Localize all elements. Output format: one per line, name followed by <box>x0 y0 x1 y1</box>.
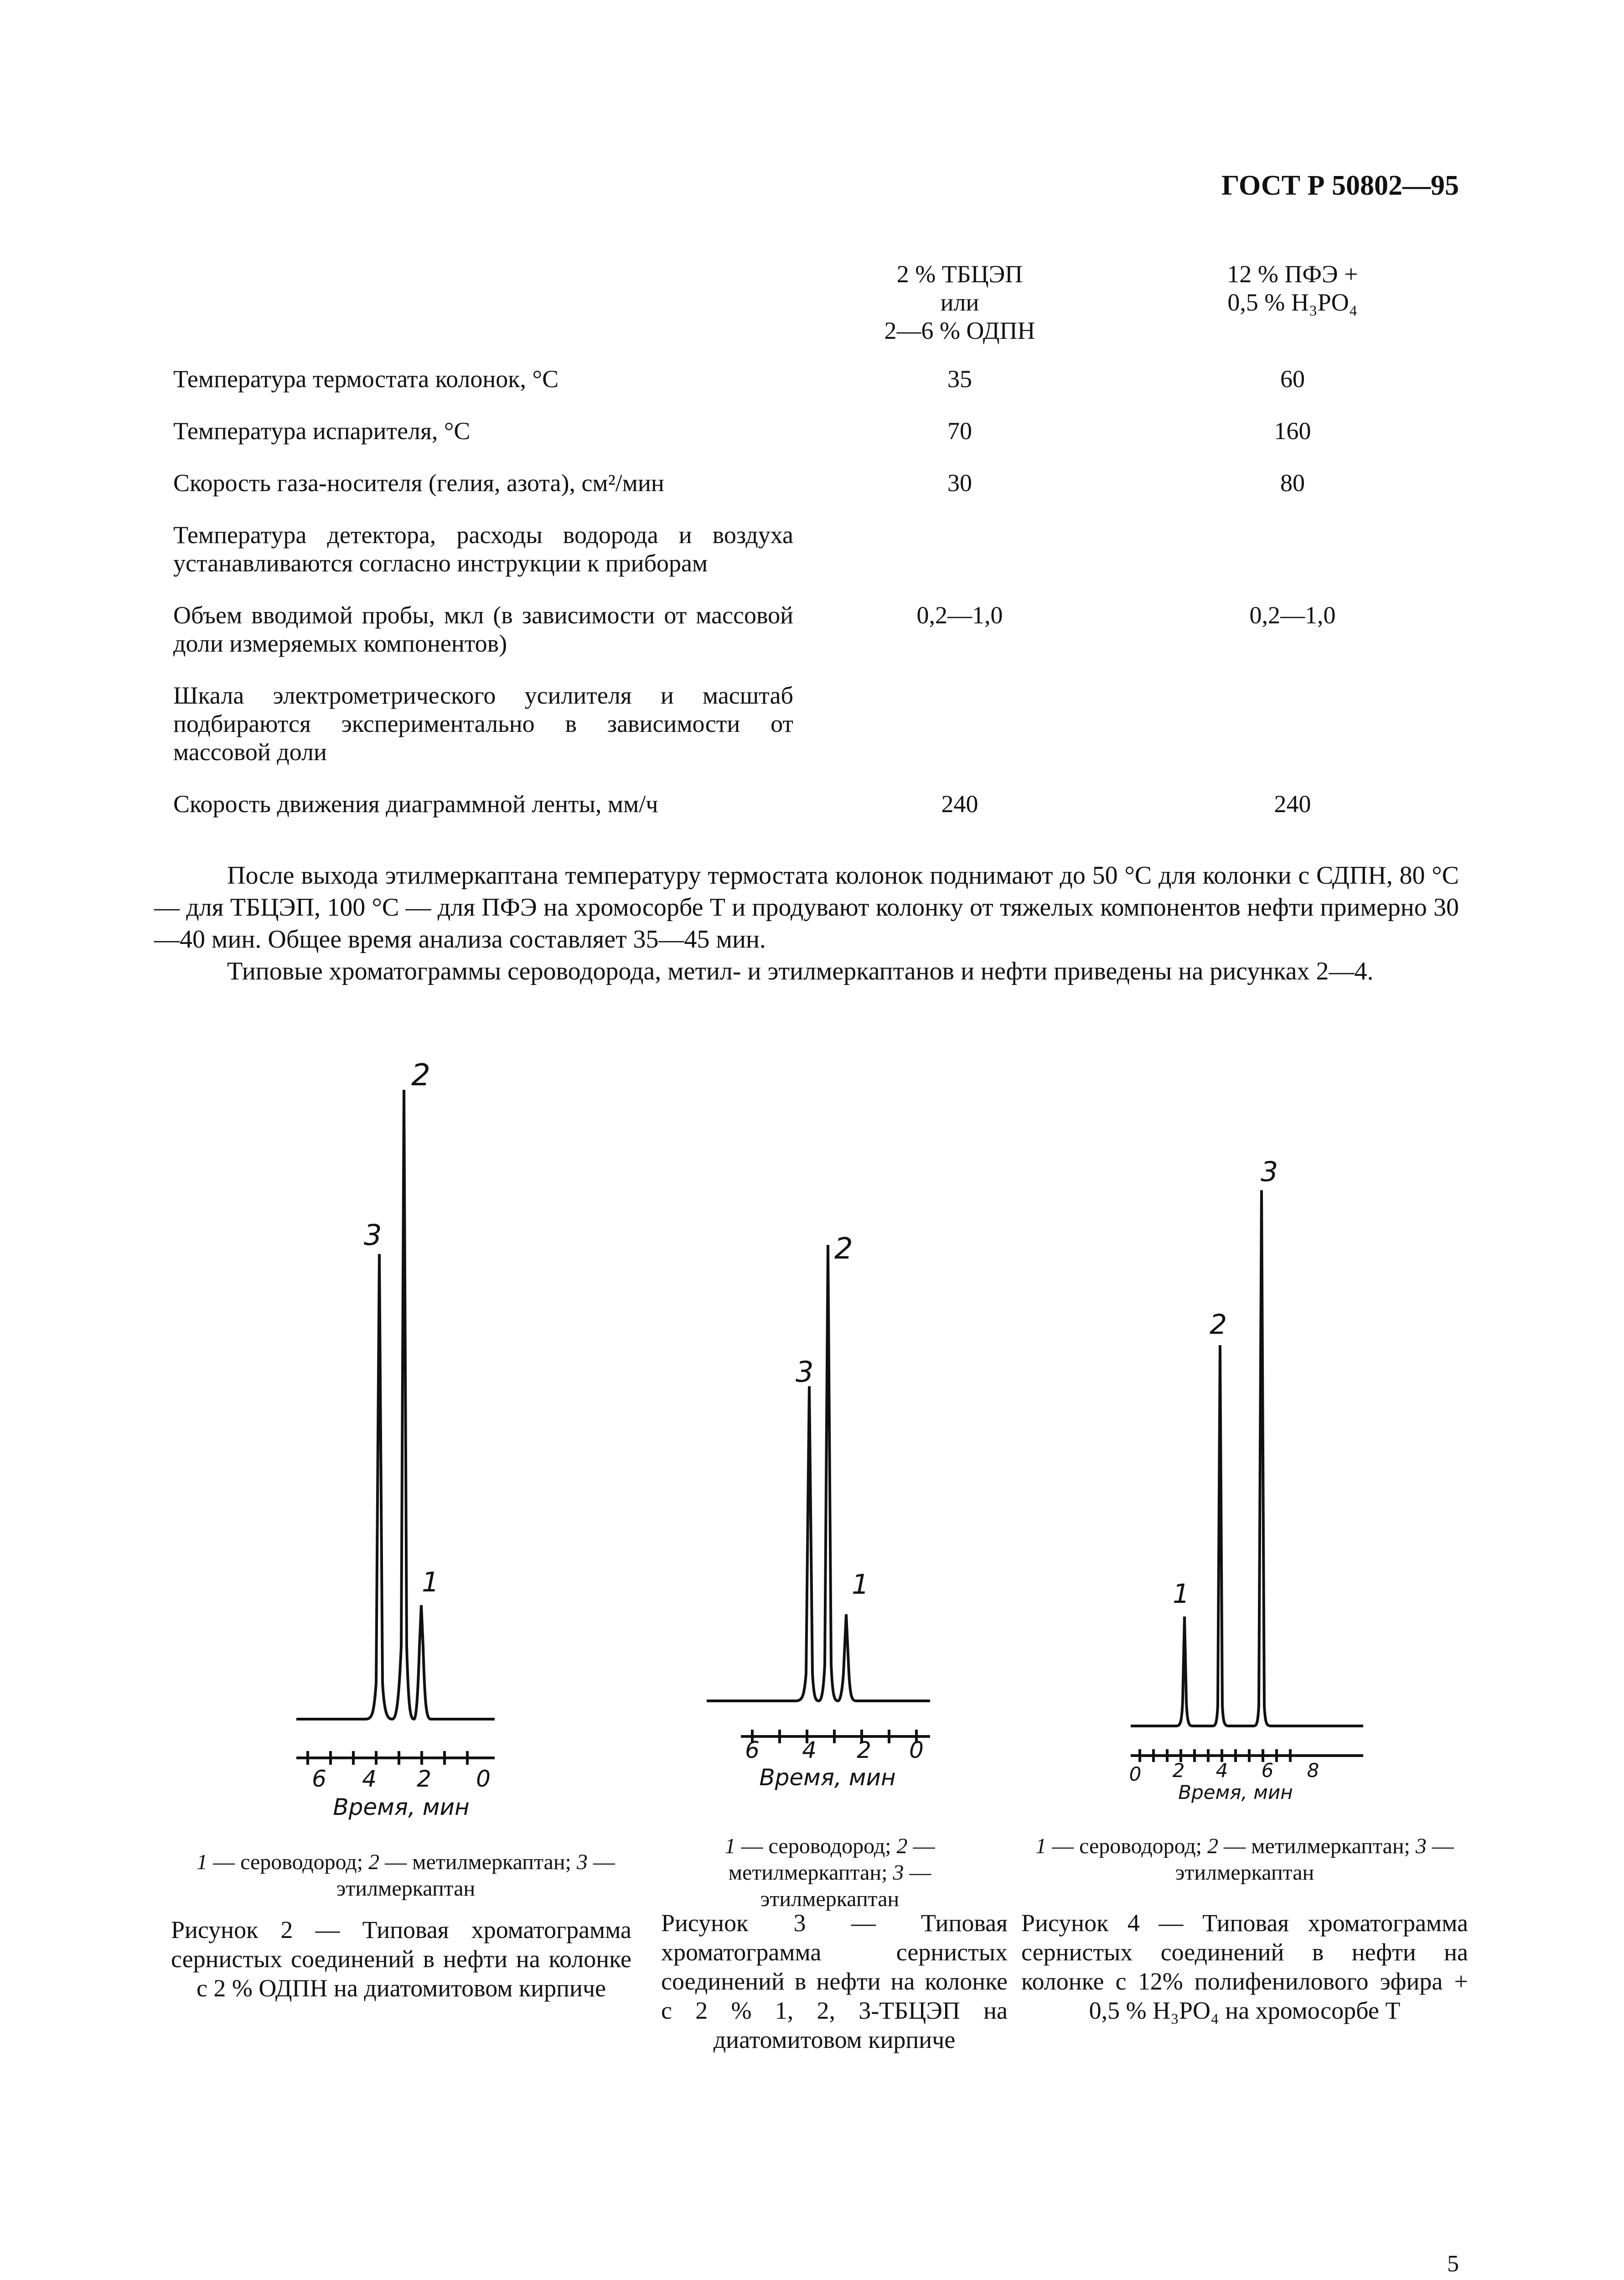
param-value-1: 70 <box>947 417 972 445</box>
peak-label: 2 <box>834 1232 853 1266</box>
peak-label: 1 <box>422 1566 440 1598</box>
page-number: 5 <box>1447 2251 1459 2277</box>
param-value-1 <box>793 681 1126 790</box>
table-row <box>173 681 1459 790</box>
param-value-2: 160 <box>1274 417 1311 445</box>
table-row <box>173 521 1459 601</box>
peak-label: 2 <box>411 1057 430 1093</box>
axis-label: Время, мин <box>759 1764 896 1791</box>
tick-label: 8 <box>1307 1759 1319 1782</box>
tick-label: 6 <box>312 1766 326 1792</box>
tick-label: 4 <box>802 1737 817 1763</box>
peak-label: 1 <box>852 1569 869 1601</box>
tick-label: 2 <box>417 1766 431 1792</box>
peak-label: 1 <box>1173 1578 1190 1609</box>
table-row <box>173 601 1459 681</box>
tick-label: 4 <box>1215 1759 1228 1782</box>
param-value-1: 240 <box>941 790 978 818</box>
figure-2-chromatogram <box>287 1053 515 1829</box>
chromatogram-trace <box>296 1090 495 1719</box>
param-value-1: 30 <box>947 469 972 497</box>
peak-label: 3 <box>796 1355 814 1389</box>
table-row <box>173 365 1459 417</box>
table-row <box>173 469 1459 521</box>
param-value-1: 35 <box>947 365 972 393</box>
figure-4-chromatogram <box>1122 1158 1377 1810</box>
column-header-pfe: 12 % ПФЭ + 0,5 % H₃PO₄ <box>1227 260 1358 316</box>
chromatogram-graphic <box>707 1227 944 1819</box>
tick-label: 2 <box>857 1737 871 1763</box>
table-row <box>173 790 1459 842</box>
param-value-2: 60 <box>1280 365 1305 393</box>
figure-4-caption: Рисунок 4 — Типовая хроматограмма сернистых соединений в нефти на колонке с 12% полифенилового эфира + 0,5 % H₃PO₄ на хромосорбе Т <box>1021 1909 1468 2024</box>
column-header-tbcep: 2 % ТБЦЭП или 2—6 % ОДПН <box>884 260 1035 344</box>
peak-label: 2 <box>1210 1309 1227 1341</box>
body-paragraph: Типовые хроматограммы сероводорода, метил- и этилмеркаптанов и нефти приведены на рисунках 2—4. <box>227 957 1374 985</box>
figure-4-legend: 1 — сероводород; 2 — метилмеркаптан; 3 — этилмеркаптан <box>1035 1834 1454 1885</box>
figure-3-caption: Рисунок 3 — Типовая хроматограмма сернистых соединений в нефти на колонке с 2 % 1, 2, 3-ТБЦЭП на диатомитовом кирпиче <box>661 1909 1008 2053</box>
document-standard-number: ГОСТ Р 50802—95 <box>1221 170 1459 201</box>
tick-label: 0 <box>1129 1763 1142 1785</box>
param-value-2: 80 <box>1280 469 1305 497</box>
param-name: Температура термостата колонок, °С <box>173 365 559 393</box>
axis-label: Время, мин <box>333 1794 470 1820</box>
param-name: Температура испарителя, °С <box>173 417 471 445</box>
body-paragraph: После выхода этилмеркаптана температуру термостата колонок поднимают до 50 °С для колонки с СДПН, 80 °С — для ТБЦЭП, 100 °С — для ПФЭ на хромосорбе Т и продувают колонку от тяжелых компонентов нефти примерно 30—40 мин. Общее время анализа составляет 35—45 мин. <box>154 861 1459 953</box>
parameters-table <box>173 260 1459 842</box>
param-value-2 <box>1126 681 1459 790</box>
param-value-2: 0,2—1,0 <box>1249 601 1336 629</box>
param-value-1: 0,2—1,0 <box>916 601 1003 629</box>
axis-label: Время, мин <box>1178 1781 1293 1803</box>
param-name: Объем вводимой пробы, мкл (в зависимости от массовой доли измеряемых компонентов) <box>173 601 793 657</box>
param-value-2 <box>1126 521 1459 601</box>
chromatogram-trace <box>707 1245 930 1701</box>
tick-label: 0 <box>476 1766 491 1792</box>
tick-label: 4 <box>362 1766 377 1792</box>
param-name: Шкала электрометрического усилителя и масштаб подбираются экспериментально в зависимости от массовой доли <box>173 682 793 766</box>
table-header-row <box>173 260 1459 365</box>
chromatogram-trace <box>1131 1190 1363 1726</box>
chromatogram-graphic <box>287 1053 515 1829</box>
figure-2-caption: Рисунок 2 — Типовая хроматограмма сернистых соединений в нефти на колонке с 2 % ОДПН на диатомитовом кирпиче <box>171 1916 631 2002</box>
param-name: Скорость газа-носителя (гелия, азота), см²/мин <box>173 469 664 497</box>
param-name: Скорость движения диаграммной ленты, мм/ч <box>173 790 658 818</box>
chromatogram-graphic <box>1122 1158 1377 1810</box>
figure-2-legend: 1 — сероводород; 2 — метилмеркаптан; 3 — этилмеркаптан <box>197 1850 615 1901</box>
figure-3-chromatogram <box>707 1227 944 1819</box>
figure-3-legend: 1 — сероводород; 2 — метилмеркаптан; 3 — этилмеркаптан <box>724 1834 935 1911</box>
peak-label: 3 <box>364 1218 382 1252</box>
peak-label: 3 <box>1261 1156 1278 1188</box>
param-value-1 <box>793 521 1126 601</box>
param-value-2: 240 <box>1274 790 1311 818</box>
table-row <box>173 417 1459 469</box>
tick-label: 2 <box>1172 1759 1185 1782</box>
tick-label: 0 <box>909 1737 924 1763</box>
tick-label: 6 <box>745 1737 760 1763</box>
tick-label: 6 <box>1261 1759 1274 1782</box>
param-name: Температура детектора, расходы водорода и воздуха устанавливаются согласно инструкции к приборам <box>173 521 793 577</box>
